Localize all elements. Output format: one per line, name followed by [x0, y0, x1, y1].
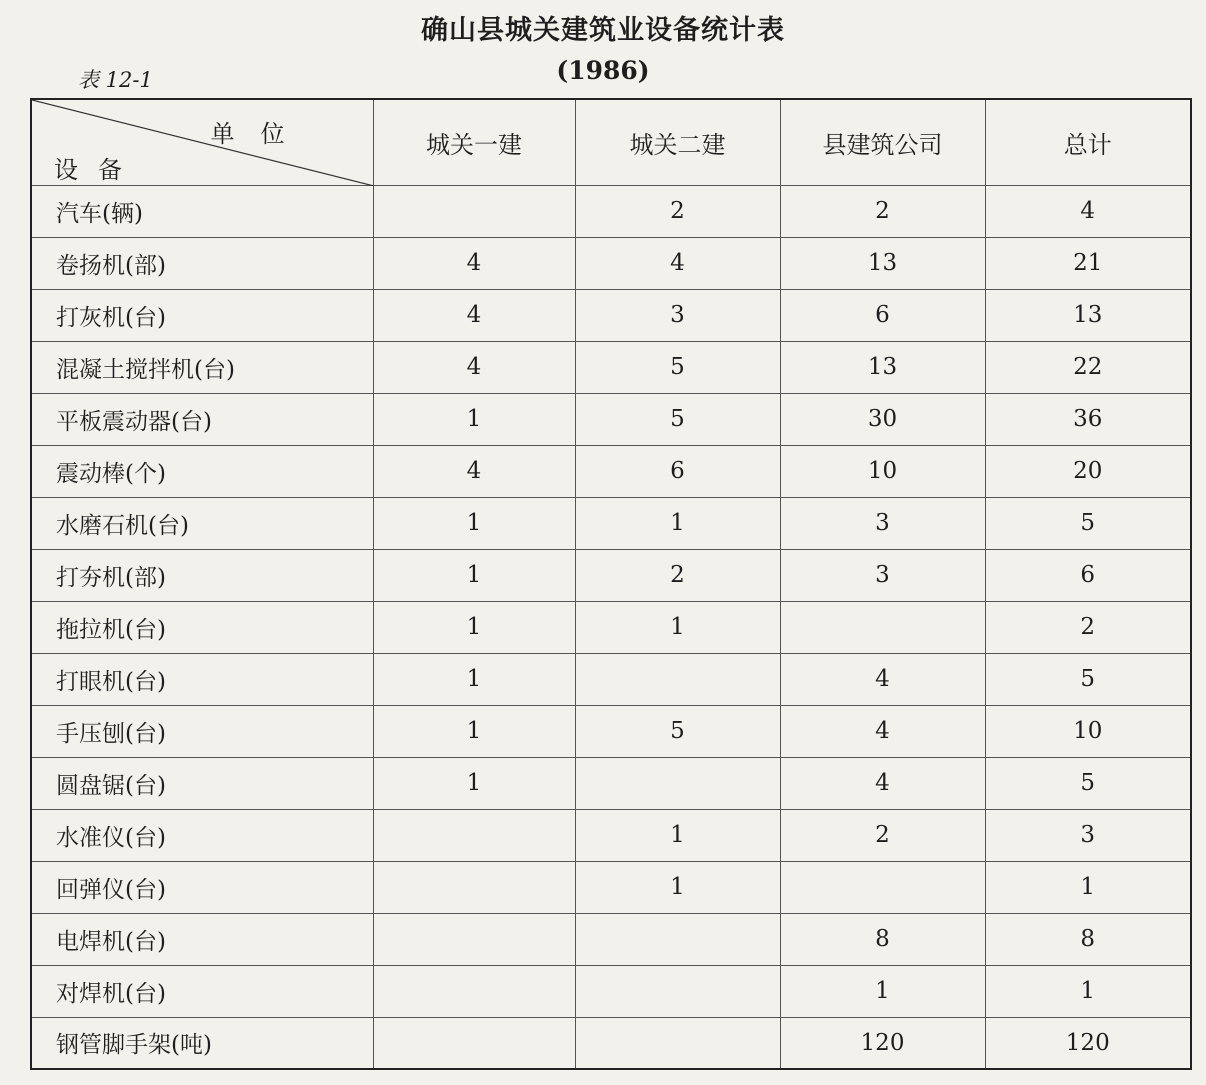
cell-value: 5: [575, 705, 780, 757]
table-row: [31, 705, 1191, 757]
cell-value: 6: [985, 549, 1191, 601]
cell-value: 5: [985, 653, 1191, 705]
table-row: [31, 861, 1191, 913]
table-row: [31, 757, 1191, 809]
cell-value: 120: [985, 1017, 1191, 1069]
cell-value: 2: [780, 185, 985, 237]
cell-value: [575, 965, 780, 1017]
table-row: [31, 965, 1191, 1017]
cell-value: 2: [575, 549, 780, 601]
cell-value: 1: [780, 965, 985, 1017]
row-label: 震动棒(个): [31, 445, 373, 497]
cell-value: [373, 185, 575, 237]
cell-value: 13: [780, 341, 985, 393]
column-header: 城关一建: [373, 99, 575, 185]
table-row: [31, 341, 1191, 393]
table-row: [31, 653, 1191, 705]
cell-value: [373, 913, 575, 965]
row-label: 打眼机(台): [31, 653, 373, 705]
cell-value: 3: [575, 289, 780, 341]
row-label: 手压刨(台): [31, 705, 373, 757]
table-year: (1986): [556, 56, 650, 85]
cell-value: 21: [985, 237, 1191, 289]
cell-value: [780, 601, 985, 653]
cell-value: 3: [780, 497, 985, 549]
cell-value: [373, 1017, 575, 1069]
cell-value: 2: [575, 185, 780, 237]
row-label: 拖拉机(台): [31, 601, 373, 653]
cell-value: 30: [780, 393, 985, 445]
cell-value: 13: [985, 289, 1191, 341]
table-row: [31, 913, 1191, 965]
column-header: 城关二建: [575, 99, 780, 185]
table-row: [31, 601, 1191, 653]
row-label: 回弹仪(台): [31, 861, 373, 913]
table-row: [31, 549, 1191, 601]
table-body: [31, 185, 1191, 1069]
cell-value: 1: [373, 653, 575, 705]
row-label: 打灰机(台): [31, 289, 373, 341]
cell-value: 4: [373, 289, 575, 341]
cell-value: 4: [985, 185, 1191, 237]
row-label: 混凝土搅拌机(台): [31, 341, 373, 393]
cell-value: 1: [373, 549, 575, 601]
cell-value: 3: [780, 549, 985, 601]
row-label: 钢管脚手架(吨): [31, 1017, 373, 1069]
cell-value: 8: [985, 913, 1191, 965]
cell-value: 4: [373, 237, 575, 289]
cell-value: 22: [985, 341, 1191, 393]
cell-value: 2: [985, 601, 1191, 653]
table-row: [31, 393, 1191, 445]
row-label: 水磨石机(台): [31, 497, 373, 549]
cell-value: 4: [575, 237, 780, 289]
header-item-label: 设备: [54, 155, 142, 184]
table-number: 表 12-1: [78, 68, 153, 92]
cell-value: 5: [985, 497, 1191, 549]
cell-value: 2: [780, 809, 985, 861]
cell-value: [373, 861, 575, 913]
cell-value: [575, 757, 780, 809]
cell-value: 10: [985, 705, 1191, 757]
cell-value: 4: [780, 653, 985, 705]
cell-value: 20: [985, 445, 1191, 497]
cell-value: [575, 653, 780, 705]
cell-value: 5: [985, 757, 1191, 809]
cell-value: 1: [985, 861, 1191, 913]
header-unit-label: 单位: [210, 120, 311, 148]
table-row: [31, 809, 1191, 861]
cell-value: [373, 965, 575, 1017]
table-row: [31, 237, 1191, 289]
cell-value: 6: [780, 289, 985, 341]
cell-value: 1: [575, 497, 780, 549]
cell-value: 1: [373, 601, 575, 653]
cell-value: 1: [985, 965, 1191, 1017]
row-label: 对焊机(台): [31, 965, 373, 1017]
table-row: [31, 1017, 1191, 1069]
cell-value: 4: [373, 341, 575, 393]
diagonal-header-cell: [31, 99, 373, 185]
cell-value: [575, 1017, 780, 1069]
cell-value: 10: [780, 445, 985, 497]
table-row: [31, 445, 1191, 497]
row-label: 电焊机(台): [31, 913, 373, 965]
row-label: 卷扬机(部): [31, 237, 373, 289]
cell-value: 1: [373, 497, 575, 549]
cell-value: 5: [575, 341, 780, 393]
table-row: [31, 289, 1191, 341]
cell-value: 1: [373, 757, 575, 809]
row-label: 汽车(辆): [31, 185, 373, 237]
cell-value: 1: [575, 601, 780, 653]
cell-value: [780, 861, 985, 913]
cell-value: 120: [780, 1017, 985, 1069]
row-label: 水准仪(台): [31, 809, 373, 861]
cell-value: [373, 809, 575, 861]
row-label: 打夯机(部): [31, 549, 373, 601]
cell-value: 1: [373, 705, 575, 757]
cell-value: 4: [373, 445, 575, 497]
cell-value: 3: [985, 809, 1191, 861]
cell-value: 4: [780, 757, 985, 809]
table-row: [31, 185, 1191, 237]
cell-value: 1: [575, 861, 780, 913]
column-header: 县建筑公司: [780, 99, 985, 185]
cell-value: 13: [780, 237, 985, 289]
cell-value: 36: [985, 393, 1191, 445]
cell-value: 1: [575, 809, 780, 861]
cell-value: 8: [780, 913, 985, 965]
cell-value: [575, 913, 780, 965]
header-row: [31, 99, 1191, 185]
cell-value: 6: [575, 445, 780, 497]
row-label: 平板震动器(台): [31, 393, 373, 445]
table-title: 确山县城关建筑业设备统计表: [421, 15, 785, 46]
table-row: [31, 497, 1191, 549]
equipment-table: [30, 98, 1192, 1070]
cell-value: 5: [575, 393, 780, 445]
row-label: 圆盘锯(台): [31, 757, 373, 809]
column-header: 总计: [985, 99, 1191, 185]
cell-value: 1: [373, 393, 575, 445]
cell-value: 4: [780, 705, 985, 757]
